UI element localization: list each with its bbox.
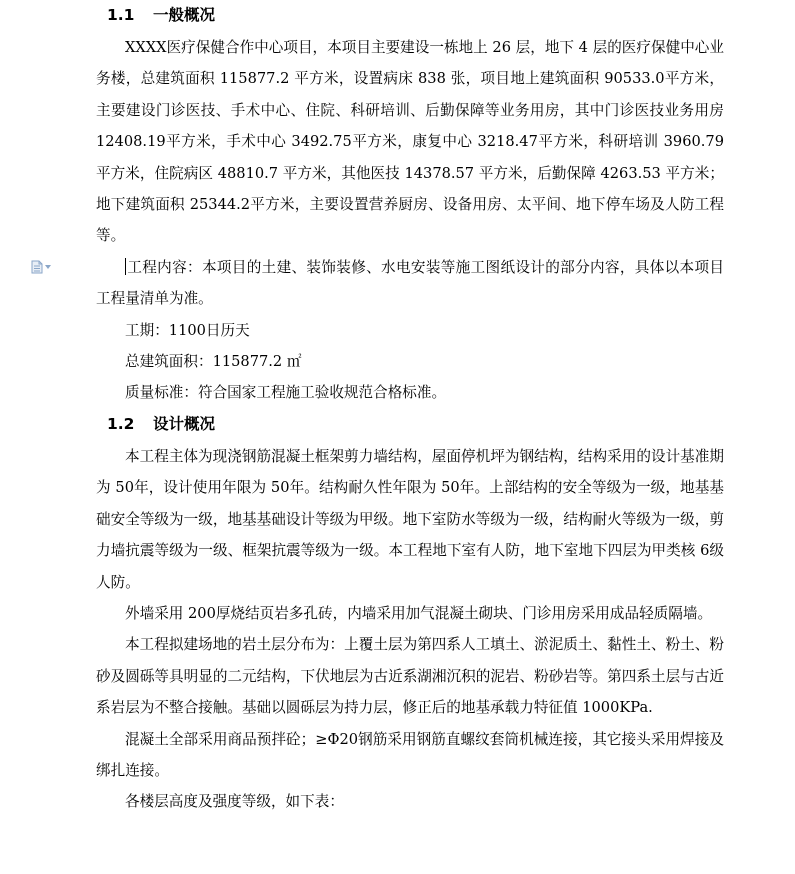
- paragraph-menu[interactable]: [31, 260, 53, 274]
- section-title: 设计概况: [153, 414, 216, 433]
- paragraph-project-overview: XXXX医疗保健合作中心项目，本项目主要建设一栋地上 26 层，地下 4 层的医疗保健中心业务楼，总建筑面积 115877.2 平方米，设置病床 838 张，项目地上建筑面积 90533.0平方米，主要建设门诊医技、手术中心、住院、科研培训、后勤保障等业务用房，其中门诊医技业务用房 12408.19平方米，手术中心 3492.75平方米，康复中心 3218.47平方米，科研培训 3960.79 平方米，住院病区 48810.7 平方米，其他医技 14378.57 平方米，后勤保障 4263.53 平方米；地下建筑面积 25344.2平方米，主要设置营养厨房、设备用房、太平间、地下停车场及人防工程等。: [96, 39, 724, 245]
- paragraph-structure: 本工程主体为现浇钢筋混凝土框架剪力墙结构，屋面停机坪为钢结构，结构采用的设计基准期为 50年，设计使用年限为 50年。结构耐久性年限为 50年。上部结构的安全等级为一级，地基基础安全等级为一级，地基基础设计等级为甲级。地下室防水等级为一级，结构耐火等级为一级，剪力墙抗震等级为一级、框架抗震等级为一级。本工程地下室有人防，地下室地下四层为甲类核 6级人防。: [96, 447, 724, 591]
- section-title: 一般概况: [153, 6, 216, 24]
- text-cursor: [125, 258, 126, 275]
- paragraph-quality: 质量标准：符合国家工程施工验收规范合格标准。: [125, 384, 447, 402]
- section-number: 1.2: [107, 414, 135, 433]
- section-heading-1-2: [96, 409, 724, 440]
- document-body[interactable]: [96, 0, 724, 818]
- paragraph-duration: 工期：1100日历天: [125, 321, 250, 339]
- paragraph-walls: 外墙采用 200厚烧结页岩多孔砖，内墙采用加气混凝土砌块、门诊用房采用成品轻质隔墙。: [125, 604, 713, 622]
- paragraph-geology: 本工程拟建场地的岩土层分布为：上覆土层为第四系人工填土、淤泥质土、黏性土、粉土、粉砂及圆砾等具明显的二元结构，下伏地层为古近系湖湘沉积的泥岩、粉砂岩等。第四系土层与古近系岩层为不整合接触。基础以圆砾层为持力层，修正后的地基承载力特征值 1000KPa.: [96, 636, 724, 717]
- chevron-down-icon[interactable]: [45, 265, 51, 269]
- paragraph-floor-table-intro: 各楼层高度及强度等级，如下表：: [125, 793, 344, 811]
- paragraph-total-area: 总建筑面积：115877.2 ㎡: [125, 353, 302, 371]
- paragraph-scope-text: 工程内容：本项目的土建、装饰装修、水电安装等施工图纸设计的部分内容，具体以本项目工程量清单为准。: [96, 258, 724, 308]
- paragraph-scope: [96, 252, 724, 315]
- paragraph-concrete: 混凝土全部采用商品预拌砼；≥Φ20钢筋采用钢筋直螺纹套筒机械连接，其它接头采用焊接及绑扎连接。: [96, 730, 724, 779]
- section-heading-1-1: [96, 0, 724, 31]
- document-icon[interactable]: [31, 260, 43, 274]
- section-number: 1.1: [107, 6, 135, 24]
